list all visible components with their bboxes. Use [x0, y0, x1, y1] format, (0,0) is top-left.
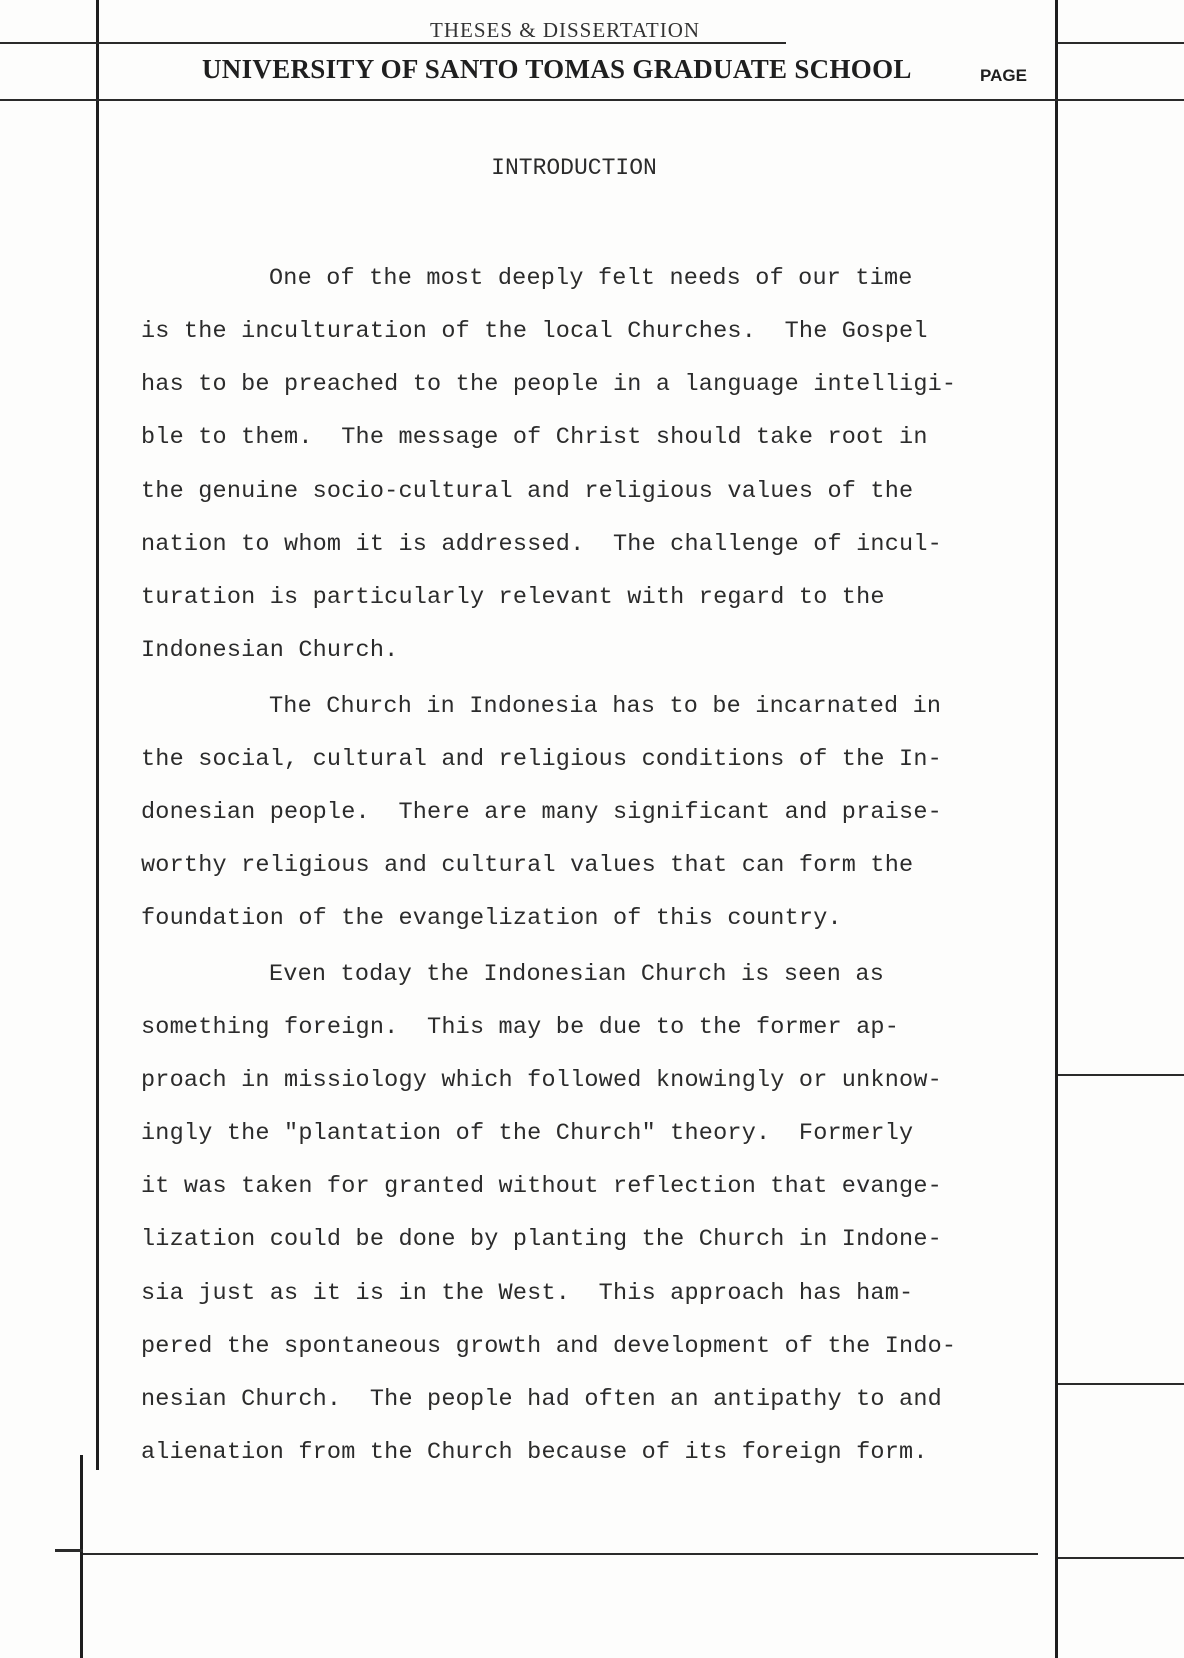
page-label: PAGE: [980, 66, 1027, 85]
text-line: has to be preached to the people in a language intelligi-: [141, 371, 957, 398]
text-line: Indonesian Church.: [141, 637, 399, 664]
text-line: ingly the "plantation of the Church" theory. Formerly: [141, 1120, 914, 1147]
text-line: ble to them. The message of Christ should take root in: [141, 424, 928, 451]
footer-rule-left: [55, 1549, 83, 1552]
margin-tick-right-1: [1058, 1074, 1184, 1076]
section-heading: INTRODUCTION: [491, 155, 657, 181]
text-line: One of the most deeply felt needs of our time: [269, 265, 913, 292]
header-bottom-rule-right: [1058, 99, 1184, 101]
footer-rule-right: [1058, 1557, 1184, 1559]
text-line: nation to whom it is addressed. The challenge of incul-: [141, 531, 942, 558]
text-line: sia just as it is in the West. This approach has ham-: [141, 1280, 914, 1307]
text-line: The Church in Indonesia has to be incarnated in: [269, 693, 942, 720]
text-line: turation is particularly relevant with regard to the: [141, 584, 885, 611]
text-line: is the inculturation of the local Churches. The Gospel: [141, 318, 928, 345]
margin-tick-right-2: [1058, 1383, 1184, 1385]
header-bottom-rule: [96, 99, 1058, 101]
text-line: it was taken for granted without reflection that evange-: [141, 1173, 942, 1200]
text-line: proach in missiology which followed knowingly or unknow-: [141, 1067, 942, 1094]
theses-dissertation-stamp: THESES & DISSERTATION: [430, 18, 701, 42]
left-margin-rule-lower: [80, 1455, 83, 1658]
text-line: foundation of the evangelization of this country.: [141, 905, 842, 932]
school-name: UNIVERSITY OF SANTO TOMAS GRADUATE SCHOOL: [202, 54, 912, 84]
header-top-rule-right: [1058, 42, 1184, 44]
text-line: lization could be done by planting the Church in Indone-: [141, 1226, 942, 1253]
text-line: worthy religious and cultural values that can form the: [141, 852, 914, 879]
header-top-rule-left: [0, 42, 96, 44]
header-bottom-rule-left: [0, 99, 96, 101]
text-line: the genuine socio-cultural and religious values of the: [141, 478, 914, 505]
footer-rule: [83, 1553, 1038, 1555]
text-line: Even today the Indonesian Church is seen as: [269, 961, 884, 988]
left-margin-rule: [96, 0, 99, 1470]
text-line: nesian Church. The people had often an antipathy to and: [141, 1386, 942, 1413]
text-line: the social, cultural and religious conditions of the In-: [141, 746, 942, 773]
text-line: pered the spontaneous growth and development of the Indo-: [141, 1333, 957, 1360]
text-line: donesian people. There are many significant and praise-: [141, 799, 942, 826]
right-margin-rule: [1055, 0, 1058, 1658]
text-line: something foreign. This may be due to the former ap-: [141, 1014, 900, 1041]
text-line: alienation from the Church because of its foreign form.: [141, 1439, 928, 1466]
